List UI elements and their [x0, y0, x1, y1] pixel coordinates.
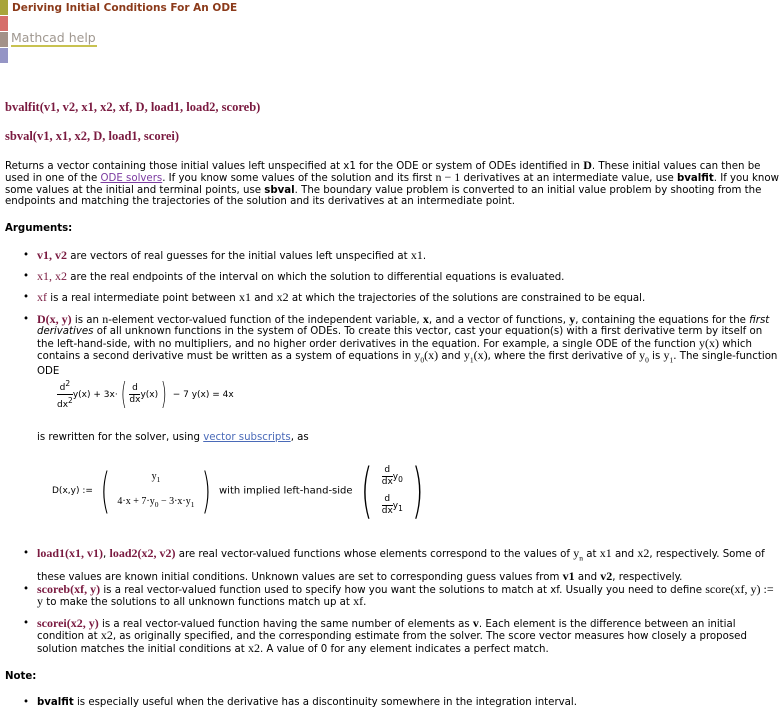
list-item-note: • bvalfit is especially useful when the derivative has a discontinuity somewhere in the integration interval. [37, 697, 779, 708]
description-paragraph: Returns a vector containing those initial values left unspecified at x1 for the ODE or system of ODEs identified in D. These initial values can then be used in one of the ODE solvers. If you know some values of the solution and its first n − 1 derivatives at an intermediate value, use bvalfit. If you know some values at the initial and terminal points, use sbval. The boundary value problem is converted to an initial value problem by shooting from the endpoints and matching the trajectories of the solution and its derivatives at an intermediate point. [5, 158, 779, 207]
color-bar-olive [0, 0, 8, 15]
sbval-signature: sbval(v1, x1, x2, D, load1, scorei) [5, 129, 180, 143]
list-item-x1-x2: • x1, x2 are the real endpoints of the interval on which the solution to differential equations is evaluated. [37, 271, 779, 283]
list-item-load: • load1(x1, v1), load2(x2, v2) are real vector-valued functions whose elements correspond to the values of $y_n$ at x1 and x2, respectively. Some of these values are known initial conditions. Unknown values are set to corresponding guess values from v1 and v2, respectively. [37, 544, 779, 587]
list-item-xf: • xf is a real intermediate point between x1 and x2 at which the trajectories of the solutions are constrained to be equal. [37, 292, 779, 304]
system-equation: D(x,y) := ( $y_1$ $4\cdot x + 7\cdot y_0 - 3\cdot x\cdot y_1$ ) with implied left-hand-side ( $\frac{d}{dx}$ $y_0$ $\frac{d}{dx}$ $y_1$ ) [52, 456, 424, 526]
mathcad-help-link[interactable]: Mathcad help [11, 30, 96, 45]
page-title: Deriving Initial Conditions For An ODE [12, 2, 238, 14]
bvalfit-signature: bvalfit(v1, v2, x1, x2, xf, D, load1, load2, scoreb) [5, 100, 261, 114]
color-bar-lavender [0, 48, 8, 63]
arguments-heading: Arguments: [5, 223, 73, 234]
color-bar-red [0, 16, 8, 31]
list-item-scoreb: • scoreb(xf, y) is a real vector-valued function used to specify how you want the solutions to match at xf. Usually you need to define score(xf, y) := y to make the solutions to all unknown functions match up at xf. [37, 584, 779, 609]
ode-equation: $\frac{d^2}{dx^2}$ y(x) + 3x·( $\frac{d}{dx}$ y(x)) − 7 y(x) = 4x [57, 376, 234, 412]
vector-subscripts-link[interactable]: vector subscripts [203, 432, 291, 443]
color-bar-taupe [0, 32, 8, 47]
rewritten-text: • is rewritten for the solver, using vector subscripts, as [37, 432, 779, 443]
list-item-D: • D(x, y) is an n-element vector-valued function of the independent variable, x, and a vector of functions, y, containing the equations for the first derivatives of all unknown functions in the system of ODEs. To create this vector, cast your equation(s) with a first derivative term by itself on the left-hand-side, with no multipliers, and no higher order derivatives in the equation. For example, a single ODE of the function y(x) which contains a second derivative must be written as a system of equations in $y_0(x)$ and $y_1(x)$, where the first derivative of $y_0$ is $y_1$. The single-function ODE [37, 314, 779, 377]
note-heading: Note: [5, 671, 37, 682]
list-item-v1-v2: • v1, v2 are vectors of real guesses for the initial values left unspecified at x1. [37, 250, 779, 262]
list-item-scorei: • scorei(x2, y) is a real vector-valued function having the same number of elements as v. Each element is the difference between an initial condition at x2, as originally specified, and the corresponding estimate from the solver. The score vector measures how closely a proposed solution matches the initial conditions at x2. A value of 0 for any element indicates a perfect match. [37, 618, 779, 655]
ode-solvers-link[interactable]: ODE solvers [100, 173, 163, 185]
